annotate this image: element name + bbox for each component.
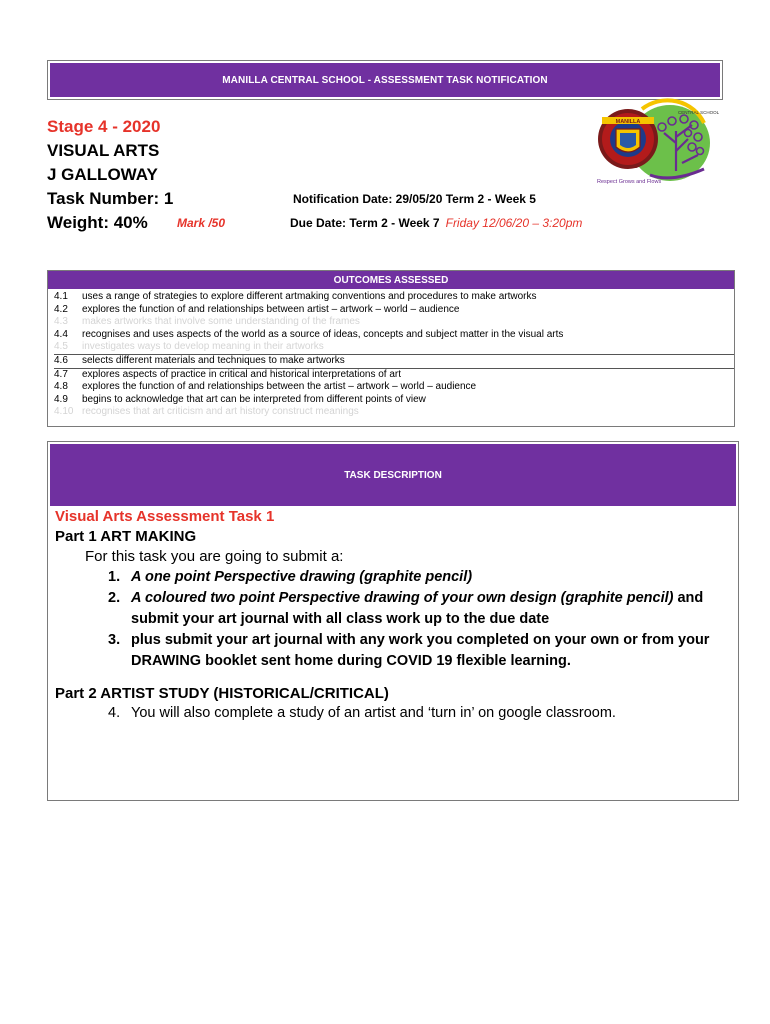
due-date-detail: Friday 12/06/20 – 3:20pm <box>445 216 583 230</box>
item-number: 4. <box>108 705 121 721</box>
outcome-row <box>54 354 734 368</box>
item-italic-text: A one point Perspective drawing (graphite pencil) <box>131 569 473 585</box>
task-title: Visual Arts Assessment Task 1 <box>55 508 275 525</box>
mark-total: Mark /50 <box>177 216 226 230</box>
outcome-row <box>54 368 734 382</box>
item-number: 1. <box>108 569 121 585</box>
item-italic-text: A coloured two point Perspective drawing of your own design (graphite pencil) <box>131 590 674 606</box>
outcome-number: 4.3 <box>54 316 68 328</box>
outcome-number: 4.1 <box>54 291 68 302</box>
item-rest-text: plus submit your art journal with any work you completed on your own or from your DRAWING booklet sent home during COVID 19 flexible learning. <box>131 632 710 669</box>
due-date-term: Due Date: Term 2 - Week 7 <box>290 216 440 230</box>
outcome-text: uses a range of strategies to explore different artmaking conventions and procedures to make artworks <box>82 291 537 302</box>
header-banner <box>47 60 723 100</box>
outcome-text: explores aspects of practice in critical and historical interpretations of art <box>82 368 402 380</box>
item-rest-text: and submit your art journal with all class work up to the due date <box>131 590 704 627</box>
outcome-text: begins to acknowledge that art can be interpreted from different points of view <box>82 393 426 405</box>
notification-date: Notification Date: 29/05/20 Term 2 - Week 5 <box>293 192 536 206</box>
teacher-name: J GALLOWAY <box>47 165 158 184</box>
part1-item <box>108 567 732 588</box>
task-number: Task Number: 1 <box>47 189 174 208</box>
outcome-row <box>54 291 734 304</box>
part2-item <box>108 705 732 721</box>
outcomes-heading: OUTCOMES ASSESSED <box>48 271 734 289</box>
logo-motto: Respect Grows and Flows <box>597 179 662 185</box>
outcome-text: recognises that art criticism and art history construct meanings <box>82 406 359 418</box>
outcome-number: 4.7 <box>54 368 68 380</box>
outcome-text: explores the function of and relationships between the artist – artwork – world – audience <box>82 381 477 393</box>
part2-heading: Part 2 ARTIST STUDY (HISTORICAL/CRITICAL) <box>55 685 389 702</box>
subject-title: VISUAL ARTS <box>47 141 160 160</box>
outcome-row <box>54 381 734 394</box>
outcome-row <box>54 406 734 419</box>
outcome-number: 4.9 <box>54 393 68 405</box>
outcome-row <box>54 304 734 317</box>
outcome-number: 4.6 <box>54 354 68 366</box>
outcome-number: 4.2 <box>54 303 68 315</box>
outcome-text: makes artworks that involve some understanding of the frames <box>82 316 360 328</box>
outcome-number: 4.4 <box>54 328 68 340</box>
task-description-heading: TASK DESCRIPTION <box>50 444 736 506</box>
logo-school-name: MANILLA <box>615 119 641 125</box>
task-weight: Weight: 40% <box>47 213 148 232</box>
task-description-box <box>47 441 739 801</box>
stage-title: Stage 4 - 2020 <box>47 117 161 136</box>
outcome-number: 4.5 <box>54 341 68 353</box>
logo-ring-text: CENTRAL SCHOOL <box>678 110 720 115</box>
outcome-row <box>54 329 734 342</box>
outcome-text: explores the function of and relationships between artist – artwork – world – audience <box>82 303 460 315</box>
task-intro: For this task you are going to submit a: <box>85 548 344 565</box>
task-body <box>55 506 732 721</box>
outcome-row <box>54 316 734 329</box>
item-text <box>131 588 732 630</box>
due-date <box>290 216 582 230</box>
item-number: 2. <box>108 590 121 606</box>
item-text <box>131 567 472 588</box>
banner-title: MANILLA CENTRAL SCHOOL - ASSESSMENT TASK NOTIFICATION <box>50 63 720 97</box>
outcome-text: investigates ways to develop meaning in their artworks <box>82 341 324 353</box>
outcome-row <box>54 341 734 354</box>
school-logo <box>592 103 720 185</box>
item-text: You will also complete a study of an artist and ‘turn in’ on google classroom. <box>131 705 616 721</box>
outcome-text: recognises and uses aspects of the world as a source of ideas, concepts and subject matter in the visual arts <box>82 328 564 340</box>
outcome-row <box>54 394 734 407</box>
outcomes-table <box>47 270 735 427</box>
item-text <box>131 630 732 672</box>
part1-item <box>108 630 732 672</box>
part1-list <box>108 567 732 672</box>
outcome-text: selects different materials and techniques to make artworks <box>82 354 345 366</box>
outcomes-list <box>48 289 734 419</box>
outcome-number: 4.10 <box>54 406 74 418</box>
part1-item <box>108 588 732 630</box>
part1-heading: Part 1 ART MAKING <box>55 528 197 545</box>
item-number: 3. <box>108 632 121 648</box>
outcome-number: 4.8 <box>54 381 68 393</box>
part2-list <box>108 705 732 721</box>
